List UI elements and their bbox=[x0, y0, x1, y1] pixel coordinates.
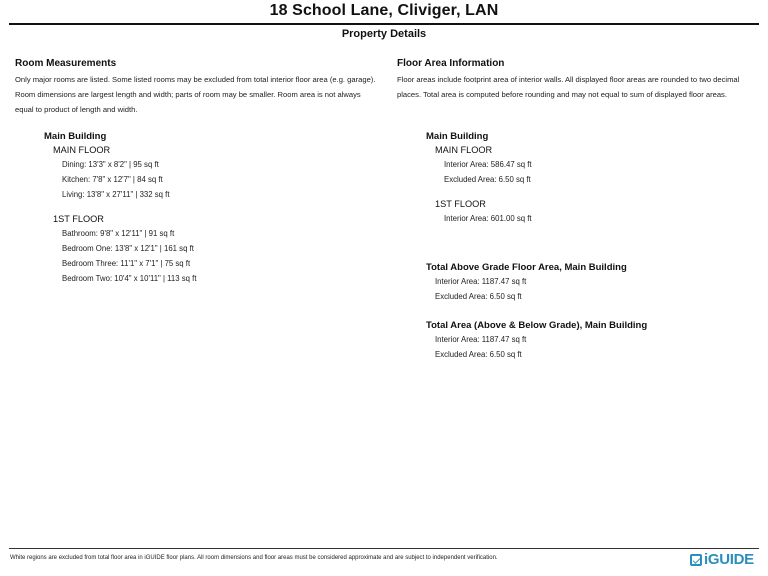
floor-name: MAIN FLOOR bbox=[53, 145, 111, 155]
total-above-grade bbox=[426, 261, 766, 304]
total-item: Interior Area: 1187.47 sq ft bbox=[435, 277, 527, 286]
floor-area-section bbox=[397, 57, 765, 102]
total-item: Interior Area: 1187.47 sq ft bbox=[435, 335, 527, 344]
room-item: Bedroom Three: 11'1" x 7'1" | 75 sq ft bbox=[62, 259, 191, 268]
header-divider bbox=[9, 23, 759, 25]
room-measurements-description: Only major rooms are listed. Some listed rooms may be excluded from total interior floor area (e.g. garage). Room dimensions are largest length and width; parts of room may be smaller. Room area is not always equal to product of length and width. bbox=[15, 75, 376, 114]
iguide-logo-text: iGUIDE bbox=[704, 551, 754, 568]
floor-name: 1ST FLOOR bbox=[53, 214, 104, 224]
total-item: Excluded Area: 6.50 sq ft bbox=[435, 350, 522, 359]
room-item: Living: 13'8" x 27'11" | 332 sq ft bbox=[62, 190, 170, 199]
building-name: Main Building bbox=[44, 131, 107, 142]
room-measurements-title: Room Measurements bbox=[15, 58, 117, 69]
floor-area-title: Floor Area Information bbox=[397, 58, 505, 69]
total-title: Total Area (Above & Below Grade), Main Building bbox=[426, 320, 648, 331]
floor-name: 1ST FLOOR bbox=[435, 199, 486, 209]
room-item: Dining: 13'3" x 8'2" | 95 sq ft bbox=[62, 160, 159, 169]
iguide-logo bbox=[690, 551, 754, 568]
footer-divider bbox=[9, 548, 759, 549]
iguide-logo-icon bbox=[690, 554, 702, 566]
room-measurements-section bbox=[15, 57, 380, 117]
room-item: Bathroom: 9'8" x 12'11" | 91 sq ft bbox=[62, 229, 175, 238]
room-item: Kitchen: 7'8" x 12'7" | 84 sq ft bbox=[62, 175, 163, 184]
room-measurements-tree bbox=[44, 130, 374, 286]
page-subtitle: Property Details bbox=[341, 28, 427, 40]
room-item: Bedroom Two: 10'4" x 10'11" | 113 sq ft bbox=[62, 274, 197, 283]
total-item: Excluded Area: 6.50 sq ft bbox=[435, 292, 522, 301]
floor-area-tree bbox=[426, 130, 756, 226]
total-all-grade bbox=[426, 319, 766, 362]
building-name: Main Building bbox=[426, 131, 489, 142]
area-item: Interior Area: 586.47 sq ft bbox=[444, 160, 532, 169]
floor-area-description: Floor areas include footprint area of interior walls. All displayed floor areas are rounded to two decimal places. Total area is computed before rounding and may not equal to sum of displayed floor areas. bbox=[397, 75, 740, 99]
room-item: Bedroom One: 13'8" x 12'1" | 161 sq ft bbox=[62, 244, 194, 253]
floor-name: MAIN FLOOR bbox=[435, 145, 493, 155]
footer-disclaimer: White regions are excluded from total floor area in iGUIDE floor plans. All room dimensions and floor areas must be considered approximate and are subject to independent verification. bbox=[10, 555, 498, 561]
area-item: Interior Area: 601.00 sq ft bbox=[444, 214, 532, 223]
page-title: 18 School Lane, Cliviger, LAN bbox=[269, 2, 499, 19]
area-item: Excluded Area: 6.50 sq ft bbox=[444, 175, 531, 184]
total-title: Total Above Grade Floor Area, Main Building bbox=[426, 262, 627, 273]
